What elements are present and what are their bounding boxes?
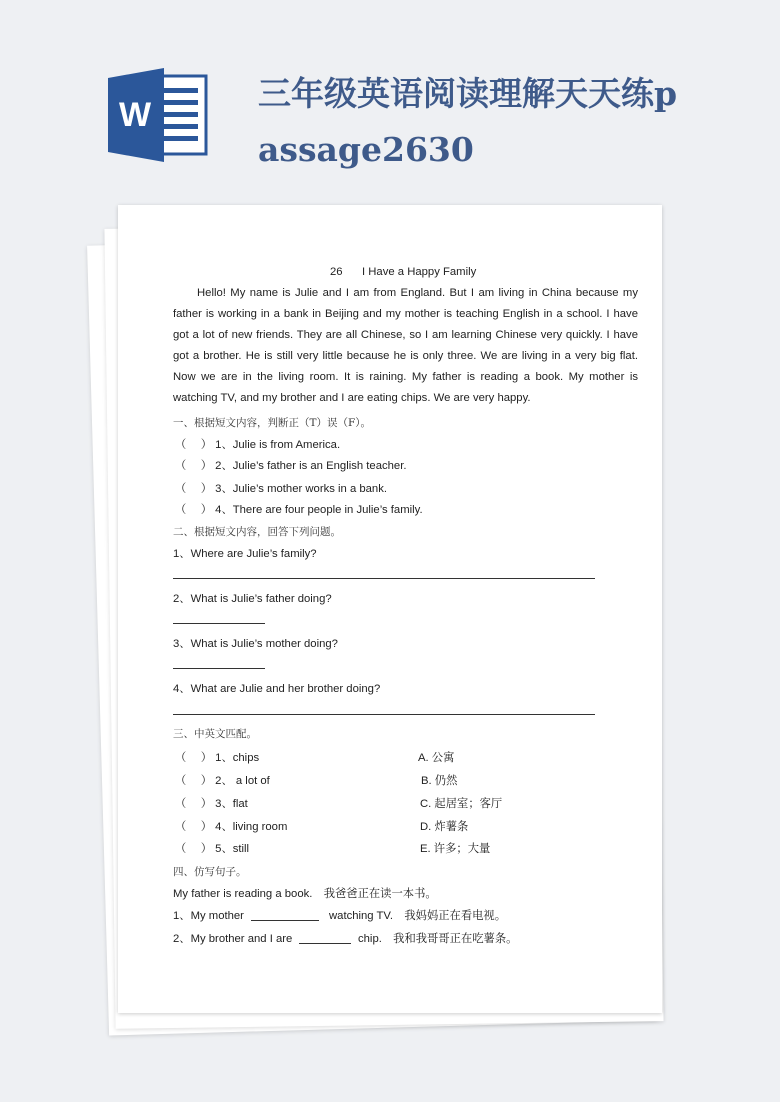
section-1-title: 一、根据短文内容，判断正（T）误（F）。 bbox=[173, 417, 372, 429]
sentence-1-start: 1、My mother bbox=[173, 910, 244, 922]
page-title: 三年级英语阅读理解天天练passage2630 bbox=[258, 74, 678, 169]
question: 2、What is Julie’s father doing? bbox=[173, 593, 332, 605]
answer-line[interactable] bbox=[173, 668, 265, 669]
tf-item: （ ） 4、There are four people in Julie’s family. bbox=[175, 504, 423, 516]
example-sentence: My father is reading a book. 我爸爸正在读一本书。 bbox=[173, 888, 437, 900]
match-left: （ ） 5、still bbox=[175, 843, 250, 855]
sentence-2-start: 2、My brother and I are bbox=[173, 933, 293, 945]
match-right: D. 炸薯条 bbox=[420, 821, 469, 833]
match-right: B. 仍然 bbox=[421, 775, 458, 787]
tf-item: （ ） 1、Julie is from America. bbox=[175, 439, 341, 451]
sentence-2-end: chip. 我和我哥哥正在吃薯条。 bbox=[358, 933, 518, 945]
blank-line[interactable] bbox=[251, 920, 319, 921]
passage: Hello! My name is Julie and I am from England. But I am living in China because my father is working in a bank in Beijing and my mother is teaching English in a school. I have got a lot of new friends. They are all Chinese, so I am learning Chinese very quickly. I have got a brother. He is still very little because he is only three. We are living in a very big flat. Now we are in the living room. It is raining. My father is reading a book. My mother is watching TV, and my brother and I are eating chips. We are very happy. bbox=[173, 287, 638, 404]
question: 4、What are Julie and her brother doing? bbox=[173, 683, 381, 695]
word-icon bbox=[108, 68, 208, 162]
document-page bbox=[118, 205, 662, 1013]
blank-line[interactable] bbox=[299, 943, 351, 944]
match-left: （ ） 4、living room bbox=[175, 821, 288, 833]
heading-number: 26 bbox=[330, 266, 343, 278]
match-right: E. 许多；大量 bbox=[420, 843, 491, 855]
section-4-title: 四、仿写句子。 bbox=[173, 866, 247, 878]
answer-line[interactable] bbox=[173, 578, 595, 579]
section-2-title: 二、根据短文内容，回答下列问题。 bbox=[173, 526, 341, 538]
tf-item: （ ） 3、Julie’s mother works in a bank. bbox=[175, 483, 387, 495]
section-3-title: 三、中英文匹配。 bbox=[173, 728, 257, 740]
question: 1、Where are Julie’s family? bbox=[173, 548, 317, 560]
tf-item: （ ） 2、Julie’s father is an English teacher. bbox=[175, 460, 407, 472]
question: 3、What is Julie’s mother doing? bbox=[173, 638, 338, 650]
sentence-1-end: watching TV. 我妈妈正在看电视。 bbox=[329, 910, 507, 922]
match-left: （ ） 2、 a lot of bbox=[175, 775, 270, 787]
document-heading: I Have a Happy Family bbox=[362, 266, 477, 278]
match-right: C. 起居室；客厅 bbox=[420, 798, 503, 810]
match-left: （ ） 3、flat bbox=[175, 798, 248, 810]
answer-line[interactable] bbox=[173, 623, 265, 624]
match-right: A. 公寓 bbox=[418, 752, 455, 764]
answer-line[interactable] bbox=[173, 714, 595, 715]
match-left: （ ） 1、chips bbox=[175, 752, 260, 764]
svg-text:W: W bbox=[118, 96, 152, 134]
